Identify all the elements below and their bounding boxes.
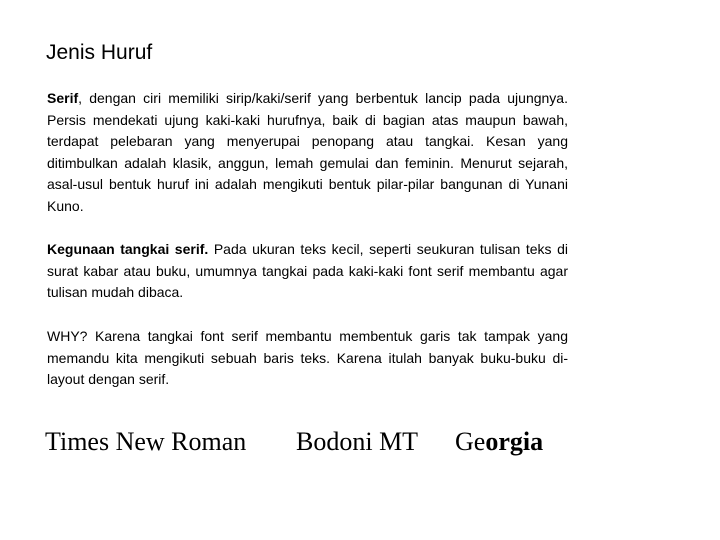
- kegunaan-description: Pada ukuran teks kecil, seperti seukuran tulisan teks di surat kabar atau buku, umumnya tangkai pada kaki-kaki font serif membantu agar tulisan mudah dibaca.: [47, 241, 568, 301]
- font-sample-times-new-roman: Times New Roman: [45, 427, 247, 456]
- font-sample-georgia: [455, 424, 543, 460]
- paragraph-why: WHY? Karena tangkai font serif membantu membentuk garis tak tampak yang memandu kita mengikuti sebuah baris teks. Karena itulah banyak buku-buku di-layout dengan serif.: [47, 328, 568, 388]
- paragraph-kegunaan: [47, 239, 568, 304]
- georgia-part-regular: Ge: [455, 427, 486, 456]
- paragraph-serif: [47, 88, 568, 218]
- font-sample-bodoni-mt: Bodoni MT: [296, 427, 419, 456]
- georgia-part-bold: orgia: [485, 427, 544, 456]
- font-samples: [45, 424, 705, 460]
- slide-title: Jenis Huruf: [46, 41, 153, 64]
- kegunaan-heading: Kegunaan tangkai serif.: [47, 241, 209, 257]
- serif-description: , dengan ciri memiliki sirip/kaki/serif yang berbentuk lancip pada ujungnya. Persis mendekati ujung kaki-kaki hurufnya, baik di bagian atas maupun bawah, terdapat pelebaran yang menyerupai penopang atau tangkai. Kesan yang ditimbulkan adalah klasik, anggun, lemah gemulai dan feminin. Menurut sejarah, asal-usul bentuk huruf ini adalah mengikuti bentuk pilar-pilar bangunan di Yunani Kuno.: [47, 90, 568, 214]
- serif-term: Serif: [47, 90, 79, 106]
